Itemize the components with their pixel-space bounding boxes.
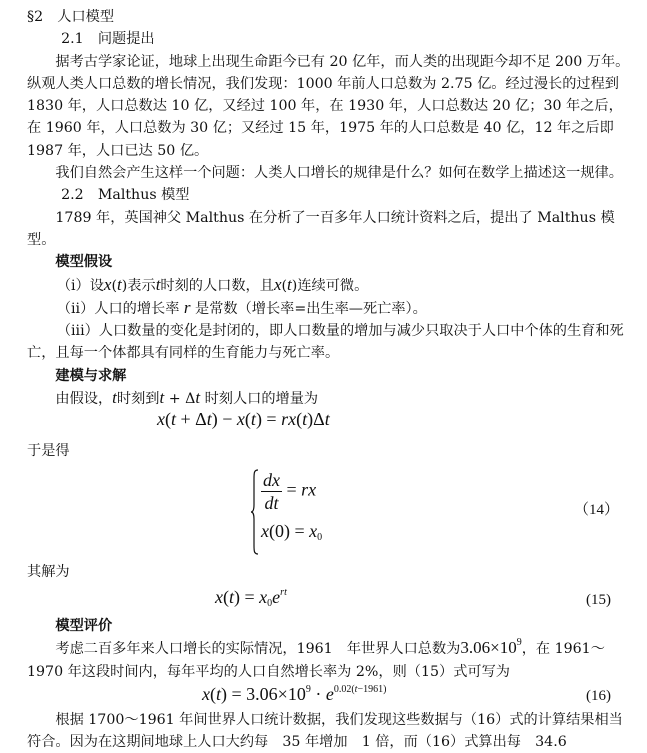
equation-increment: x(t + Δt) − x(t) = rx(t)Δt [157,409,330,430]
subsection-title-2-1: 2.1 问题提出 [61,31,155,48]
heading-modeling: 建模与求解 [55,367,127,384]
heading-evaluation: 模型评价 [55,617,113,634]
heading-assumptions: 模型假设 [55,254,113,271]
assumption-2: （ii）人口的增长率 r 是常数（增长率=出生率—死亡率）。 [56,297,427,317]
paragraph-question: 我们自然会产生这样一个问题：人类人口增长的规律是什么？如何在数学上描述这一规律。 [55,165,623,182]
section-title: §2 人口模型 [27,9,115,25]
paragraph-malthus: 1789 年，英国神父 Malthus 在分析了一百多年人口统计资料之后，提出了 Malthus 模型。 [27,209,615,248]
subsection-title-2-2: 2.2 Malthus 模型 [61,187,190,204]
solution-text: 其解为 [27,563,70,580]
modeling-line: 由假设，t时刻到t + Δt 时刻人口的增量为 [55,388,319,408]
assumption-1: （i）设x(t)表示t时刻的人口数，且x(t)连续可微。 [56,274,369,294]
paragraph-data-fit: 根据 1700～1961 年间世界人口统计数据，我们发现这些数据与（16）式的计算结果相当符合。因为在这期间地球上人口大约每 35 年增加 1 倍，而（16）式算出每 34.6 [27,711,623,751]
equation-15: $x(t) = x_0e^{rt}$ (15) [215,586,611,609]
assumption-3: （iii）人口数量的变化是封闭的，即人口数量的增加与减少只取决于人口中个体的生育和死亡，且每一个体都具有同样的生育能力与死亡率。 [27,323,624,362]
equation-14: $\frac{dx}{dt}$ = rx $x(0) = x_0$ （14） [27,463,633,561]
left-brace-icon [251,469,259,555]
equation-16: $x(t) = 3.06\times 10^9 \cdot e^{0.02(t-1961)}$ (16) [202,683,611,704]
paragraph-evaluation: 考虑二百多年来人口增长的实际情况，1961 年世界人口总数为$3.06\times 10^9$，在 1961～1970 年这段时间内，每年平均的人口自然增长率为 2%，则（15）式可写为 [27,637,605,680]
paragraph-history: 据考古学家论证，地球上出现生命距今已有 20 亿年，而人类的出现距今却不足 200 万年。纵观人类人口总数的增长情况，我们发现：1000 年前人口总数为 2.75 亿。经过漫长的过程到 1830 年，人口总数达 10 亿，又经过 100 年，在 1930 年，人口总数达 20 亿；30 年之后，在 1960 年，人口总数为 30 亿；又经过 15 年，1975 年的人口总数是 40 亿，12 年之后即 1987 年，人口已达 50 亿。 [27,53,630,159]
so-text: 于是得 [27,443,70,460]
